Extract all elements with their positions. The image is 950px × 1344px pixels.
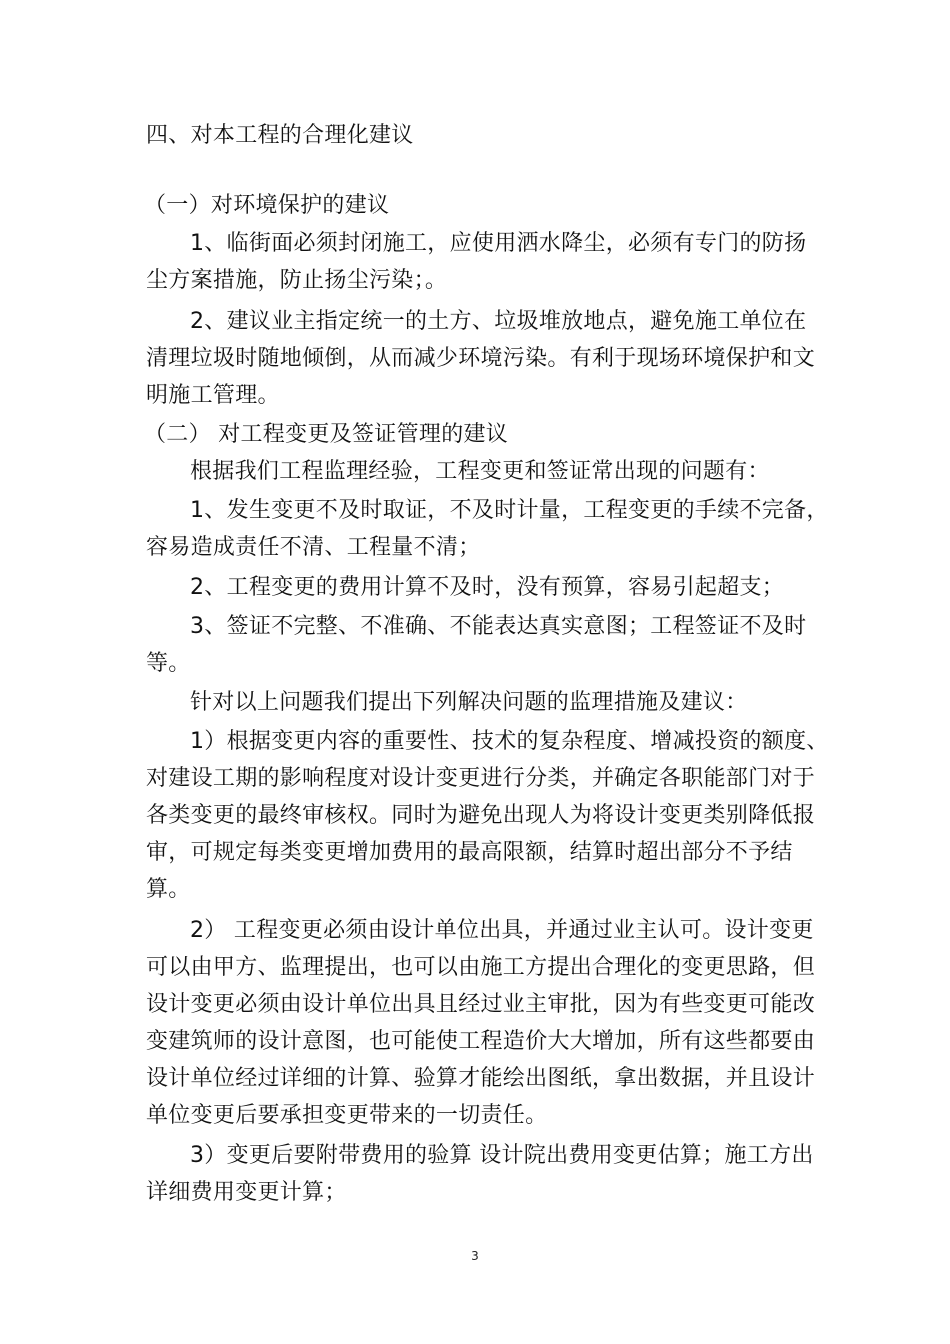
paragraph-line: 1、发生变更不及时取证，不及时计量，工程变更的手续不完备， bbox=[190, 498, 829, 523]
paragraph-line: 1）根据变更内容的重要性、技术的复杂程度、增减投资的额度、 bbox=[190, 729, 829, 754]
subsection-title-change-management: （二） 对工程变更及签证管理的建议 bbox=[144, 422, 509, 447]
paragraph-line: 设计单位经过详细的计算、验算才能绘出图纸，拿出数据，并且设计 bbox=[146, 1066, 816, 1091]
paragraph-line: 针对以上问题我们提出下列解决问题的监理措施及建议： bbox=[190, 690, 748, 715]
section-heading: 四、对本工程的合理化建议 bbox=[146, 123, 414, 148]
paragraph-line: 3）变更后要附带费用的验算 设计院出费用变更估算；施工方出 bbox=[190, 1143, 814, 1168]
paragraph-line: 对建设工期的影响程度对设计变更进行分类，并确定各职能部门对于 bbox=[146, 766, 816, 791]
paragraph-line: 3、签证不完整、不准确、不能表达真实意图；工程签证不及时 bbox=[190, 614, 807, 639]
paragraph-line: 2、建议业主指定统一的土方、垃圾堆放地点，避免施工单位在 bbox=[190, 309, 807, 334]
paragraph-line: 2） 工程变更必须由设计单位出具，并通过业主认可。设计变更 bbox=[190, 918, 814, 943]
paragraph-line: 审，可规定每类变更增加费用的最高限额，结算时超出部分不予结 bbox=[146, 840, 793, 865]
paragraph-line: 1、临街面必须封闭施工，应使用洒水降尘，必须有专门的防扬 bbox=[190, 231, 807, 256]
paragraph-line: 容易造成责任不清、工程量不清； bbox=[146, 535, 481, 560]
paragraph-line: 尘方案措施，防止扬尘污染；。 bbox=[146, 268, 448, 293]
paragraph-line: 变建筑师的设计意图，也可能使工程造价大大增加，所有这些都要由 bbox=[146, 1029, 816, 1054]
paragraph-line: 清理垃圾时随地倾倒，从而减少环境污染。有利于现场环境保护和文 bbox=[146, 346, 816, 371]
paragraph-line: 算。 bbox=[146, 877, 191, 902]
paragraph-line: 各类变更的最终审核权。同时为避免出现人为将设计变更类别降低报 bbox=[146, 803, 816, 828]
paragraph-line: 明施工管理。 bbox=[146, 383, 280, 408]
paragraph-line: 设计变更必须由设计单位出具且经过业主审批，因为有些变更可能改 bbox=[146, 992, 816, 1017]
paragraph-line: 可以由甲方、监理提出，也可以由施工方提出合理化的变更思路，但 bbox=[146, 955, 816, 980]
page-number: 3 bbox=[471, 1249, 479, 1263]
paragraph-line: 详细费用变更计算； bbox=[146, 1180, 347, 1205]
paragraph-line: 单位变更后要承担变更带来的一切责任。 bbox=[146, 1103, 548, 1128]
paragraph-line: 根据我们工程监理经验，工程变更和签证常出现的问题有： bbox=[190, 459, 770, 484]
paragraph-line: 2、工程变更的费用计算不及时，没有预算，容易引起超支； bbox=[190, 575, 785, 600]
paragraph-line: 等。 bbox=[146, 651, 191, 676]
subsection-title-environment: （一）对环境保护的建议 bbox=[144, 193, 390, 218]
